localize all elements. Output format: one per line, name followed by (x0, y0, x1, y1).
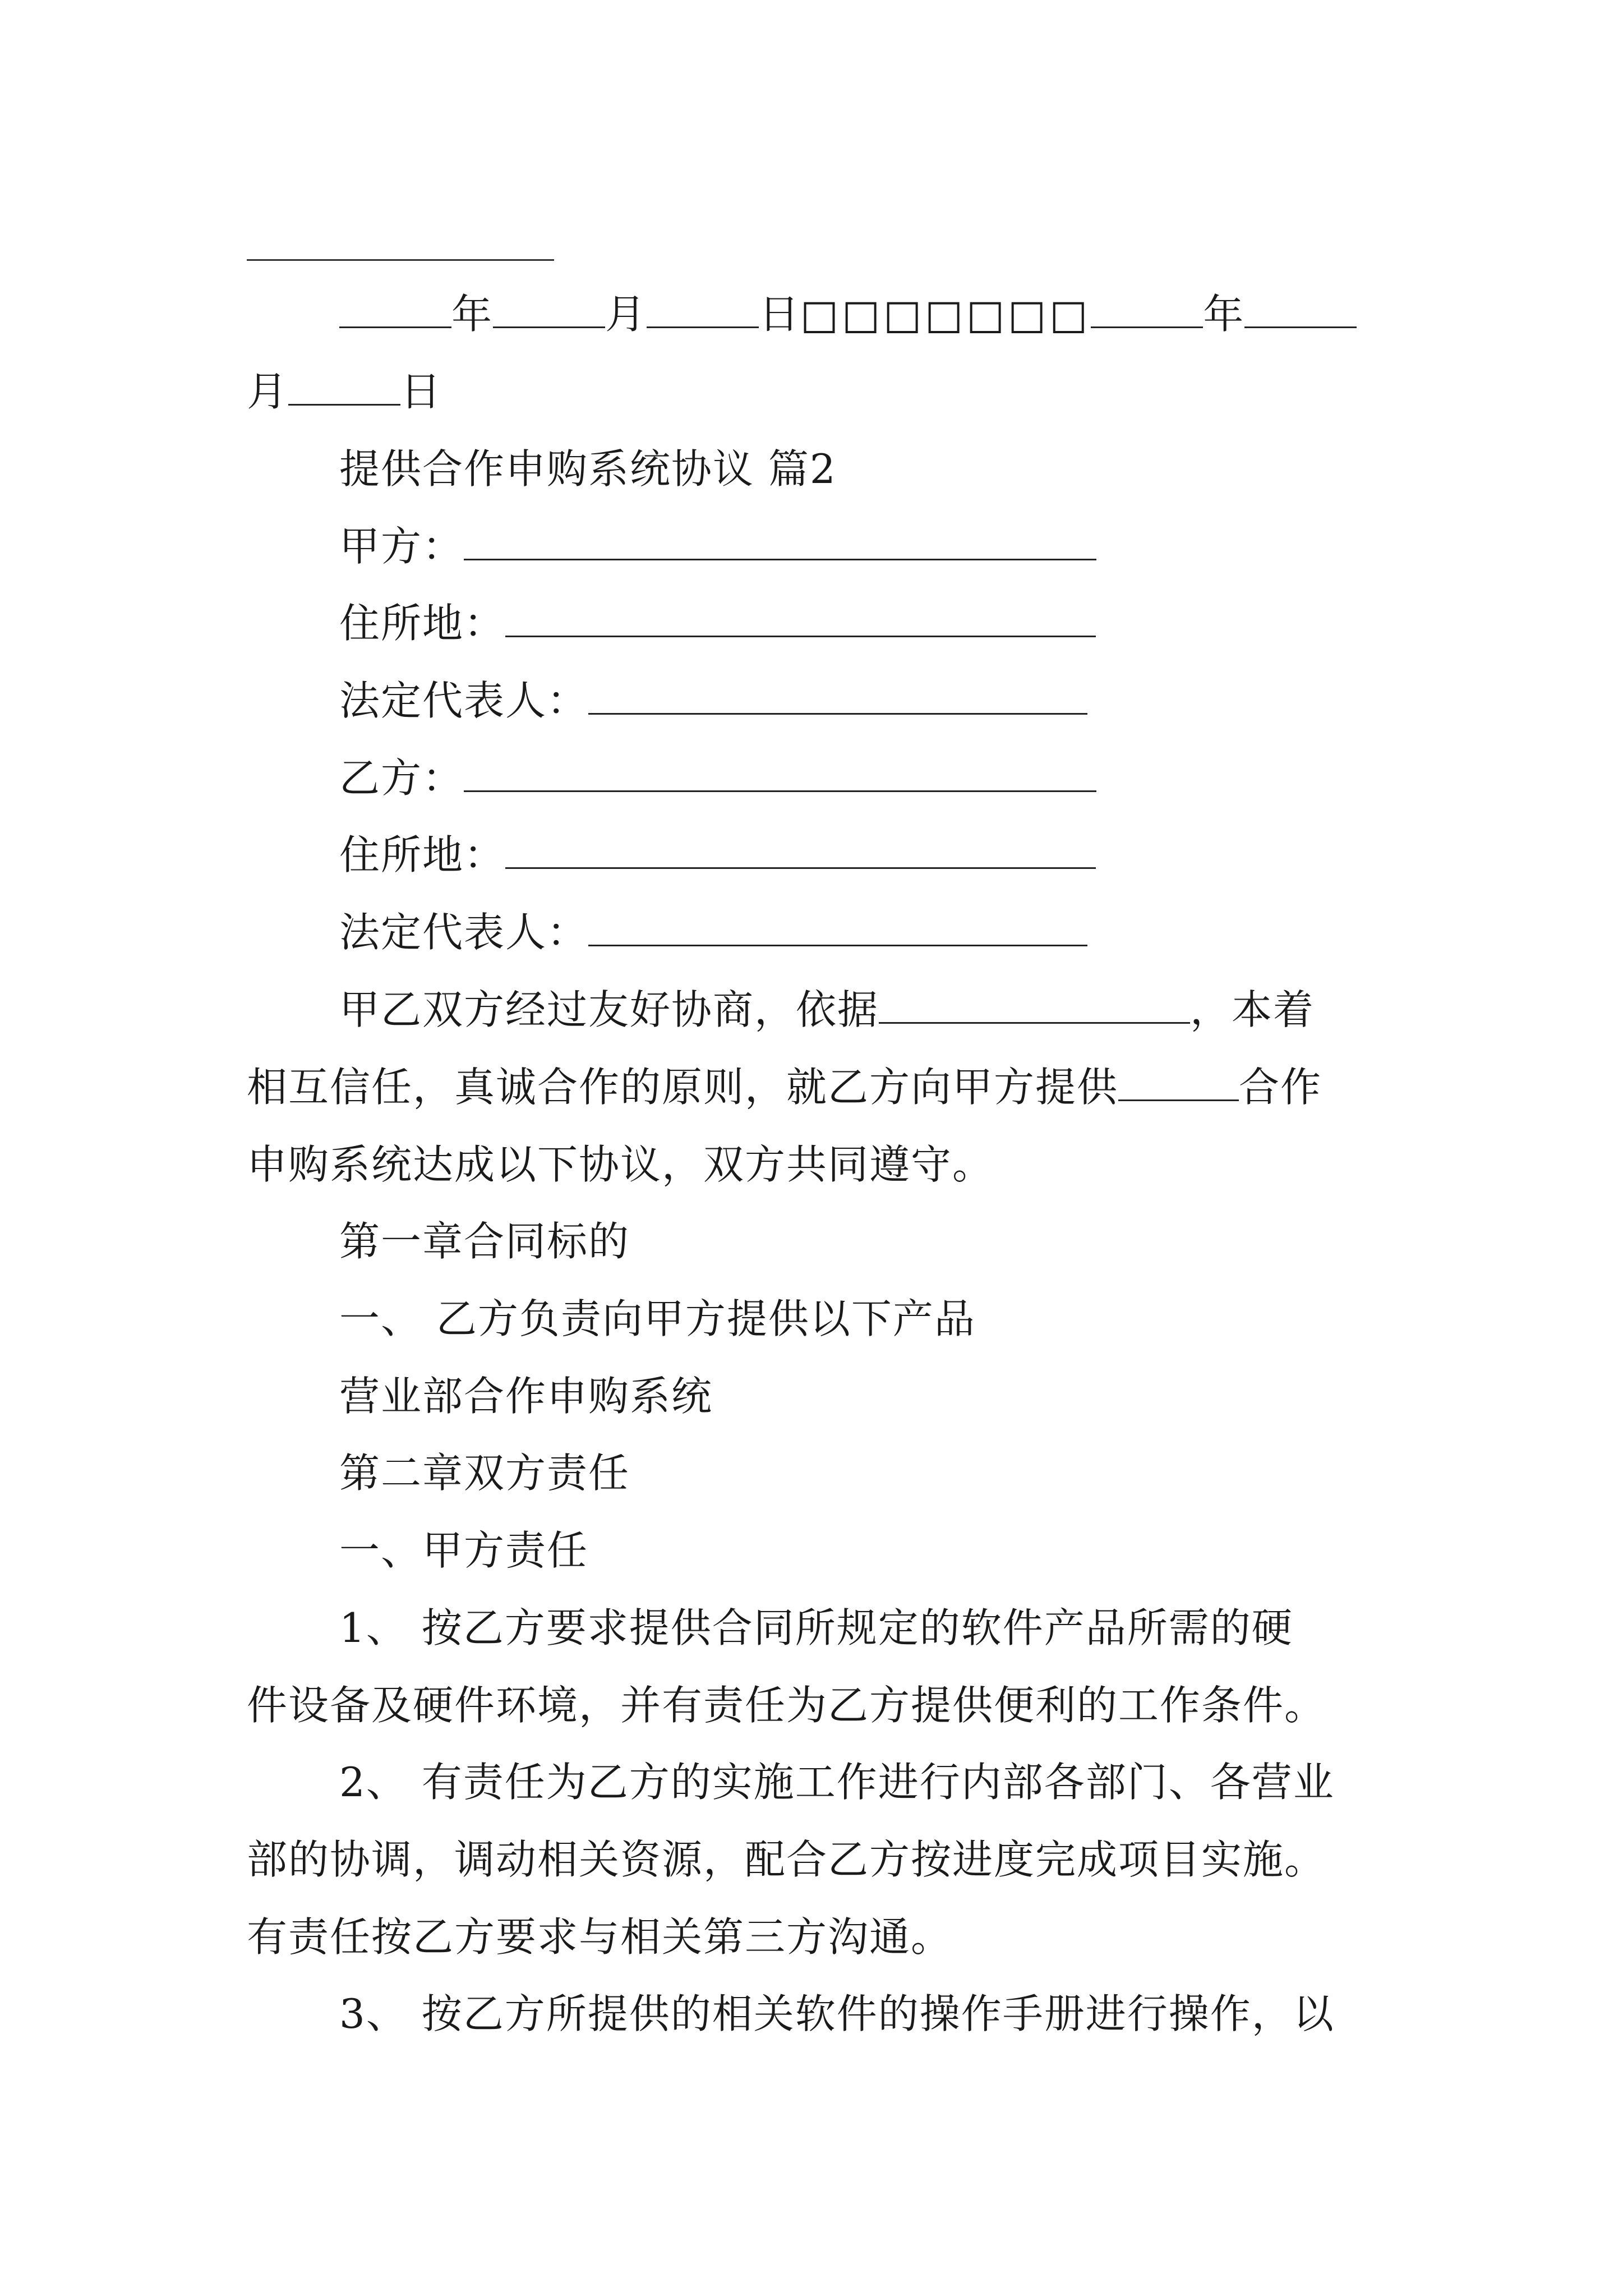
day-blank-2 (288, 370, 400, 406)
duty-2-line-2: 部的协调，调动相关资源，配合乙方按进度完成项目实施。 (247, 1836, 1326, 1883)
chapter-2-heading: 第二章双方责任 (339, 1450, 630, 1497)
product-blank (1118, 1066, 1239, 1101)
duty-2-line-3: 有责任按乙方要求与相关第三方沟通。 (247, 1913, 953, 1961)
party-b-field (339, 750, 1096, 806)
duty-3-line-1: 3、 按乙方所提供的相关软件的操作手册进行操作，以 (339, 1990, 1335, 2037)
party-b-rep-label: 法定代表人： (339, 909, 589, 956)
month-char-2: 月 (247, 368, 289, 415)
party-a-field (339, 518, 1096, 574)
duty-2-line-1: 2、 有责任为乙方的实施工作进行内部各部门、各营业 (339, 1759, 1335, 1806)
date-line-2 (247, 364, 442, 420)
party-a-address-label: 住所地： (339, 600, 506, 647)
party-a-blank (464, 525, 1096, 560)
party-b-rep-field (339, 904, 1087, 960)
intro-text-2a: 相互信任，真诚合作的原则，就乙方向甲方提供 (247, 1064, 1119, 1111)
intro-line-2 (247, 1059, 1322, 1115)
year-char-2: 年 (1203, 291, 1245, 338)
month-char: 月 (605, 291, 647, 338)
intro-line-3: 申购系统达成以下协议，双方共同遵守。 (247, 1141, 994, 1188)
party-b-address-blank (505, 834, 1096, 869)
chapter-1-product: 营业部合作申购系统 (339, 1373, 713, 1420)
basis-blank (879, 988, 1190, 1024)
day-blank (647, 293, 759, 328)
party-b-rep-blank (588, 911, 1087, 946)
intro-text-2b: 合作 (1239, 1064, 1322, 1111)
chapter-1-item-1: 一、 乙方负责向甲方提供以下产品 (339, 1295, 976, 1342)
duty-1-line-2: 件设备及硬件环境，并有责任为乙方提供便利的工作条件。 (247, 1682, 1326, 1729)
year-char: 年 (451, 291, 494, 338)
party-a-rep-field (339, 673, 1087, 729)
intro-line-1 (339, 982, 1315, 1038)
agreement-title: 提供合作申购系统协议 篇2 (339, 445, 837, 493)
party-b-address-field (339, 827, 1096, 883)
party-b-address-label: 住所地： (339, 831, 506, 878)
party-a-rep-label: 法定代表人： (339, 677, 589, 724)
party-b-label: 乙方： (339, 754, 464, 802)
intro-text-1b: ，本着 (1190, 986, 1315, 1033)
party-b-blank (464, 757, 1096, 792)
year-blank-2 (1091, 293, 1203, 328)
party-a-label: 甲方： (339, 523, 464, 570)
day-char-2: 日 (400, 368, 442, 415)
month-blank (493, 293, 605, 328)
party-a-address-blank (505, 602, 1096, 637)
chapter-1-heading: 第一章合同标的 (339, 1218, 630, 1265)
day-char: 日 (759, 291, 801, 338)
party-a-address-field (339, 595, 1096, 651)
top-rule (247, 259, 554, 261)
date-line (339, 286, 1357, 342)
party-a-duties-heading: 一、甲方责任 (339, 1527, 589, 1574)
month-blank-2 (1244, 293, 1357, 328)
intro-text-1a: 甲乙双方经过友好协商，依据 (339, 986, 879, 1033)
party-a-rep-blank (588, 679, 1087, 715)
empty-boxes: □□□□□□□ (800, 291, 1091, 338)
year-blank (339, 293, 451, 328)
duty-1-line-1: 1、 按乙方要求提供合同所规定的软件产品所需的硬 (339, 1604, 1293, 1651)
